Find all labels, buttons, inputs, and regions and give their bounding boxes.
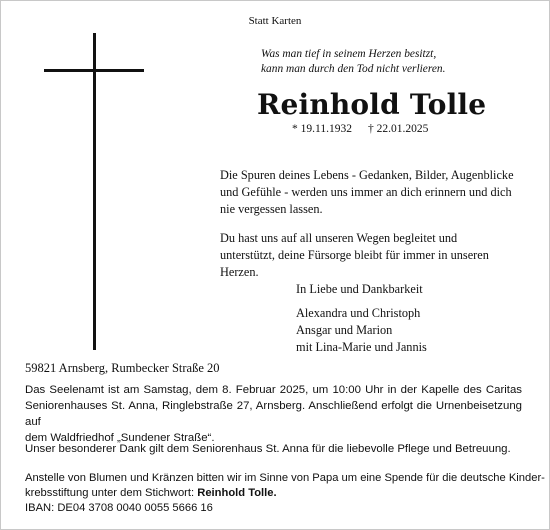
family-name: Alexandra und Christoph xyxy=(296,306,421,320)
birth-date: * 19.11.1932 xyxy=(292,123,352,135)
donation-line: Anstelle von Blumen und Kränzen bitten wir im Sinne von Papa um eine Spende für die deutsche Kinder- xyxy=(25,472,545,484)
family-name: mit Lina-Marie und Jannis xyxy=(296,340,427,354)
cross-horizontal-bar xyxy=(44,69,144,72)
iban: IBAN: DE04 3708 0040 0055 5666 16 xyxy=(25,502,213,514)
deceased-name: Reinhold Tolle xyxy=(257,88,487,121)
donation-request xyxy=(25,471,545,516)
quote-line: kann man durch den Tod nicht verlieren. xyxy=(261,63,446,75)
life-dates xyxy=(292,123,428,135)
poem-line: Die Spuren deines Lebens - Gedanken, Bilder, Augenblicke xyxy=(220,168,514,182)
quote xyxy=(261,47,445,77)
poem-stanza xyxy=(220,230,514,281)
service-details xyxy=(25,382,522,446)
family-address: 59821 Arnsberg, Rumbecker Straße 20 xyxy=(25,361,220,375)
statt-karten-header: Statt Karten xyxy=(248,15,302,27)
service-line: Das Seelenamt ist am Samstag, dem 8. Februar 2025, um 10:00 Uhr in der Kapelle des Caritas xyxy=(25,384,522,396)
quote-line: Was man tief in seinem Herzen besitzt, xyxy=(261,48,437,60)
poem-line: und Gefühle - werden uns immer an dich erinnern und dich xyxy=(220,185,512,199)
cross-vertical-bar xyxy=(93,33,96,350)
donation-keyword: Reinhold Tolle. xyxy=(197,487,277,499)
death-date: † 22.01.2025 xyxy=(367,123,429,135)
donation-keyword-prefix: krebsstiftung unter dem Stichwort: xyxy=(25,487,198,499)
service-line: dem Waldfriedhof „Sundener Straße“. xyxy=(25,432,215,444)
signature-intro: In Liebe und Dankbarkeit xyxy=(296,282,423,296)
poem-line: Du hast uns auf all unseren Wegen begleitet und xyxy=(220,231,458,245)
donation-line xyxy=(25,486,545,501)
poem-line: unterstützt, deine Fürsorge bleibt für immer in unseren xyxy=(220,248,489,262)
poem-stanza xyxy=(220,167,514,218)
family-signature xyxy=(296,281,427,356)
thanks-note: Unser besonderer Dank gilt dem Seniorenhaus St. Anna für die liebevolle Pflege und Betreuung. xyxy=(25,443,511,455)
poem-line: Herzen. xyxy=(220,265,259,279)
service-line: Seniorenhauses St. Anna, Ringlebstraße 27, Arnsberg. Anschließend erfolgt die Urnenbeisetzung auf xyxy=(25,400,522,428)
poem xyxy=(220,167,514,293)
family-name: Ansgar und Marion xyxy=(296,323,393,337)
poem-line: nie vergessen lassen. xyxy=(220,202,323,216)
